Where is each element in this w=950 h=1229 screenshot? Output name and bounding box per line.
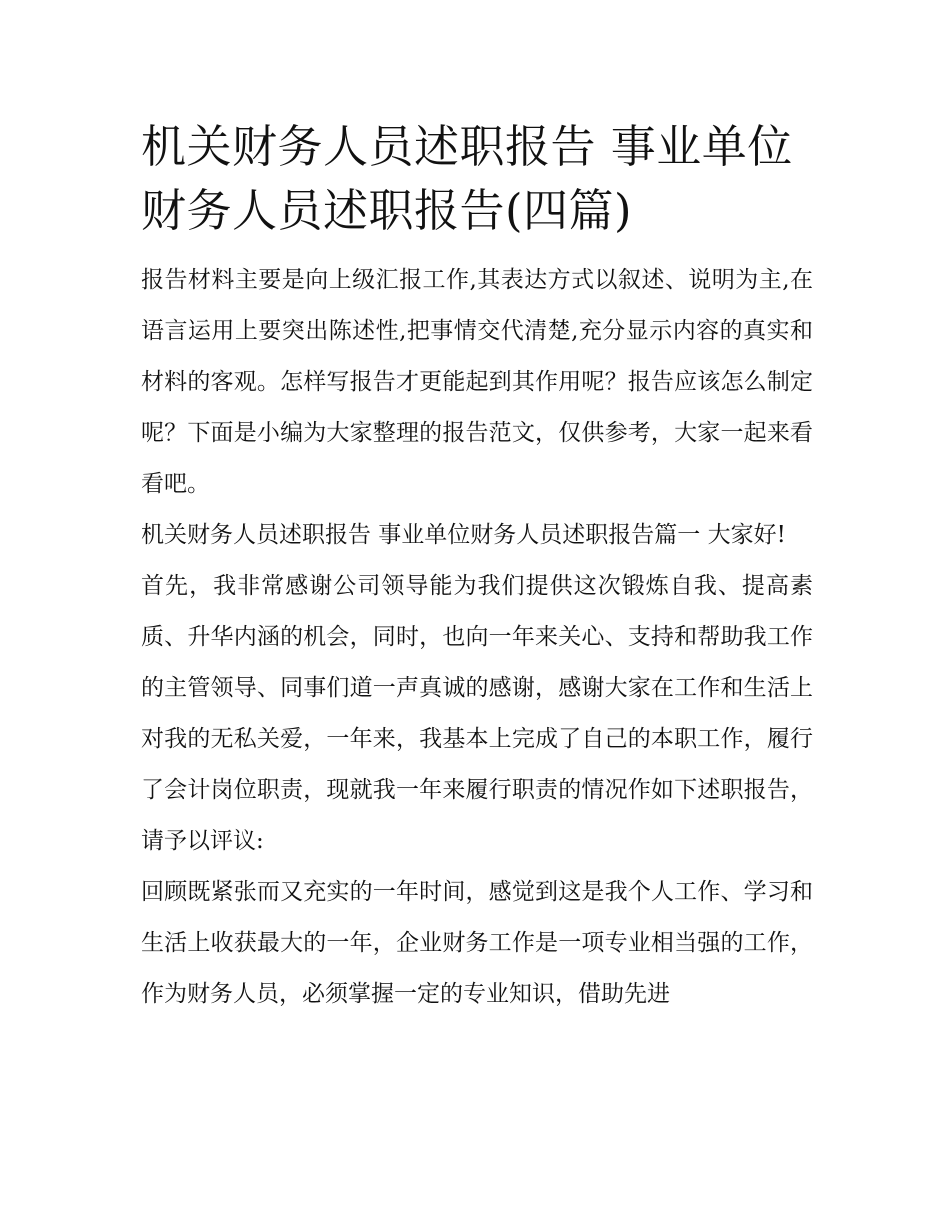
document-body	[141, 115, 813, 1020]
body-paragraph: 首先，我非常感谢公司领导能为我们提供这次锻炼自我、提高素质、升华内涵的机会，同时，也向一年来关心、支持和帮助我工作的主管领导、同事们道一声真诚的感谢，感谢大家在工作和生活上对我的无私关爱，一年来，我基本上完成了自己的本职工作，履行了会计岗位职责，现就我一年来履行职责的情况作如下述职报告，请予以评议:	[141, 573, 813, 854]
document-title: 机关财务人员述职报告 事业单位财务人员述职报告(四篇)	[141, 120, 793, 237]
intro-paragraph: 报告材料主要是向上级汇报工作,其表达方式以叙述、说明为主,在语言运用上要突出陈述性,把事情交代清楚,充分显示内容的真实和材料的客观。怎样写报告才更能起到其作用呢？报告应该怎么制定呢？下面是小编为大家整理的报告范文，仅供参考，大家一起来看看吧。	[141, 267, 813, 497]
section-heading-paragraph: 机关财务人员述职报告 事业单位财务人员述职报告篇一 大家好!	[141, 522, 786, 548]
body-paragraph: 回顾既紧张而又充实的一年时间，感觉到这是我个人工作、学习和生活上收获最大的一年，企业财务工作是一项专业相当强的工作，作为财务人员，必须掌握一定的专业知识，借助先进	[141, 879, 813, 1007]
